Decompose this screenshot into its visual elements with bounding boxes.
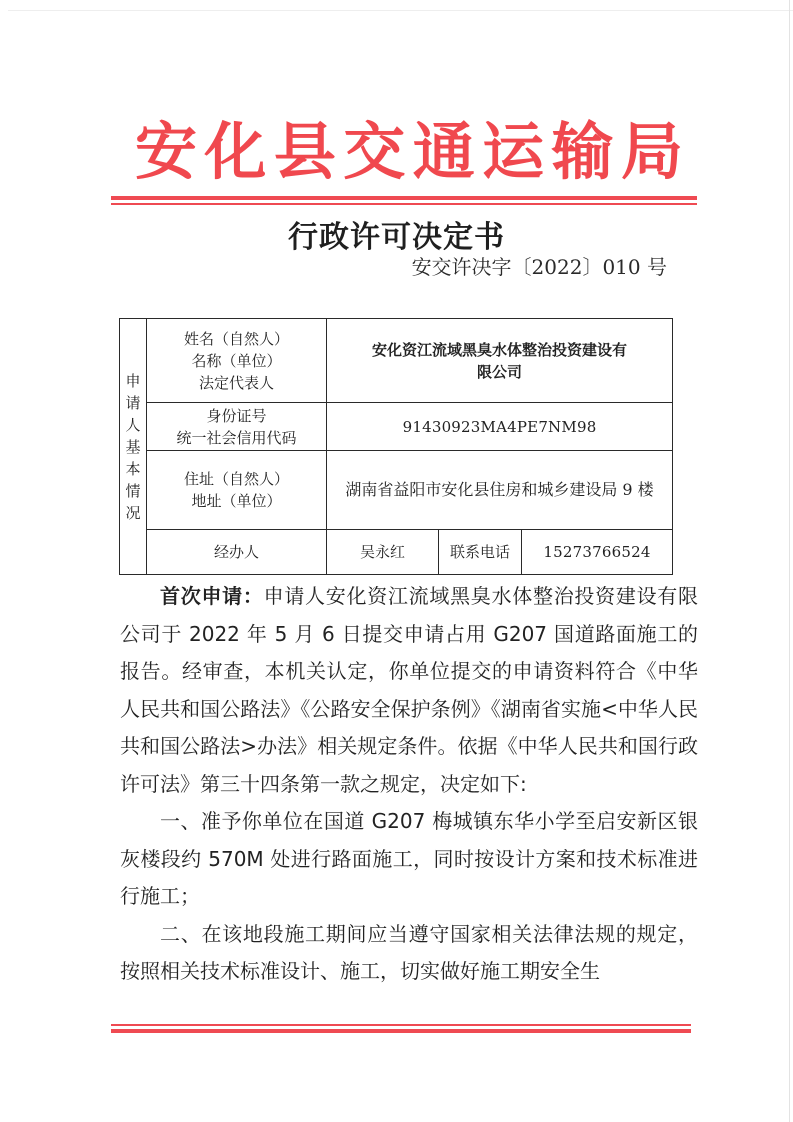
scan-top-edge — [8, 10, 793, 11]
paragraph-first-application — [120, 578, 698, 803]
applicant-info-table — [119, 318, 673, 575]
org-title-char: 安 — [135, 115, 198, 188]
table-row-credit-code — [120, 403, 673, 451]
name-label-cell — [147, 319, 327, 403]
side-label-char: 申 — [125, 371, 141, 390]
company-name-cell — [327, 319, 673, 403]
side-label-char: 情 — [125, 481, 141, 500]
table-row-name — [120, 319, 673, 403]
credit-code-label-line: 身份证号 — [206, 406, 267, 425]
side-label-char: 请 — [125, 393, 141, 412]
phone-value: 15273766524 — [522, 530, 673, 575]
table-row-handler — [120, 530, 673, 575]
table-row-address — [120, 451, 673, 530]
company-name-line: 限公司 — [477, 362, 523, 381]
org-title-char: 县 — [273, 115, 336, 188]
org-title-char: 通 — [412, 115, 475, 188]
org-title-char: 运 — [482, 115, 545, 188]
first-application-lead: 首次申请： — [160, 584, 264, 608]
credit-code-value: 91430923MA4PE7NM98 — [327, 403, 673, 451]
footer-rule-thin — [111, 1024, 691, 1026]
scan-right-edge — [789, 0, 790, 1122]
org-title-char: 输 — [551, 115, 614, 188]
credit-code-label-cell — [147, 403, 327, 451]
org-title-char: 化 — [204, 115, 267, 188]
handler-label: 经办人 — [147, 530, 327, 575]
side-label-char: 人 — [125, 415, 141, 434]
decision-body — [120, 578, 698, 991]
org-title-char: 局 — [620, 115, 683, 188]
paragraph-decision-2: 二、在该地段施工期间应当遵守国家相关法律法规的规定，按照相关技术标准设计、施工，切实做好施工期安全生 — [120, 921, 698, 983]
first-application-text: 申请人安化资江流域黑臭水体整治投资建设有限公司于 2022 年 5 月 6 日提交申请占用 G207 国道路面施工的报告。经审查，本机关认定，你单位提交的申请资料符合《中华人民共和国公路法》《公路安全保护条例》《湖南省实施<中华人民共和国公路法>办法》相关规定条件。依据《中华人民共和国行政许可法》第三十四条第一款之规定，决定如下: — [120, 584, 699, 796]
credit-code-label-line: 统一社会信用代码 — [176, 428, 297, 447]
address-label-cell — [147, 451, 327, 530]
company-name-line: 安化资江流域黑臭水体整治投资建设有 — [372, 340, 628, 359]
side-label-char: 本 — [125, 459, 141, 478]
phone-label: 联系电话 — [439, 530, 522, 575]
address-value: 湖南省益阳市安化县住房和城乡建设局 9 楼 — [327, 451, 673, 530]
header-rule-thick — [111, 196, 697, 200]
org-title-char: 交 — [343, 115, 406, 188]
applicant-side-label — [120, 319, 147, 575]
name-label-line: 名称（单位） — [191, 351, 282, 370]
paragraph-decision-1: 一、准予你单位在国道 G207 梅城镇东华小学至启安新区银灰楼段约 570M 处进行路面施工，同时按设计方案和技术标准进行施工； — [120, 809, 698, 908]
address-label-line: 住址（自然人） — [183, 470, 289, 488]
doc-number: 安交许决字〔2022〕010 号 — [411, 255, 667, 279]
footer-rule-thick — [111, 1029, 691, 1033]
side-label-char: 况 — [125, 503, 141, 522]
side-label-char: 基 — [125, 437, 141, 456]
name-label-line: 姓名（自然人） — [183, 329, 289, 348]
org-title — [111, 112, 697, 192]
address-label-line: 地址（单位） — [191, 492, 282, 510]
name-label-line: 法定代表人 — [198, 373, 274, 392]
header-rule-thin — [111, 203, 697, 205]
doc-title: 行政许可决定书 — [288, 220, 505, 255]
handler-value: 吴永红 — [327, 530, 439, 575]
